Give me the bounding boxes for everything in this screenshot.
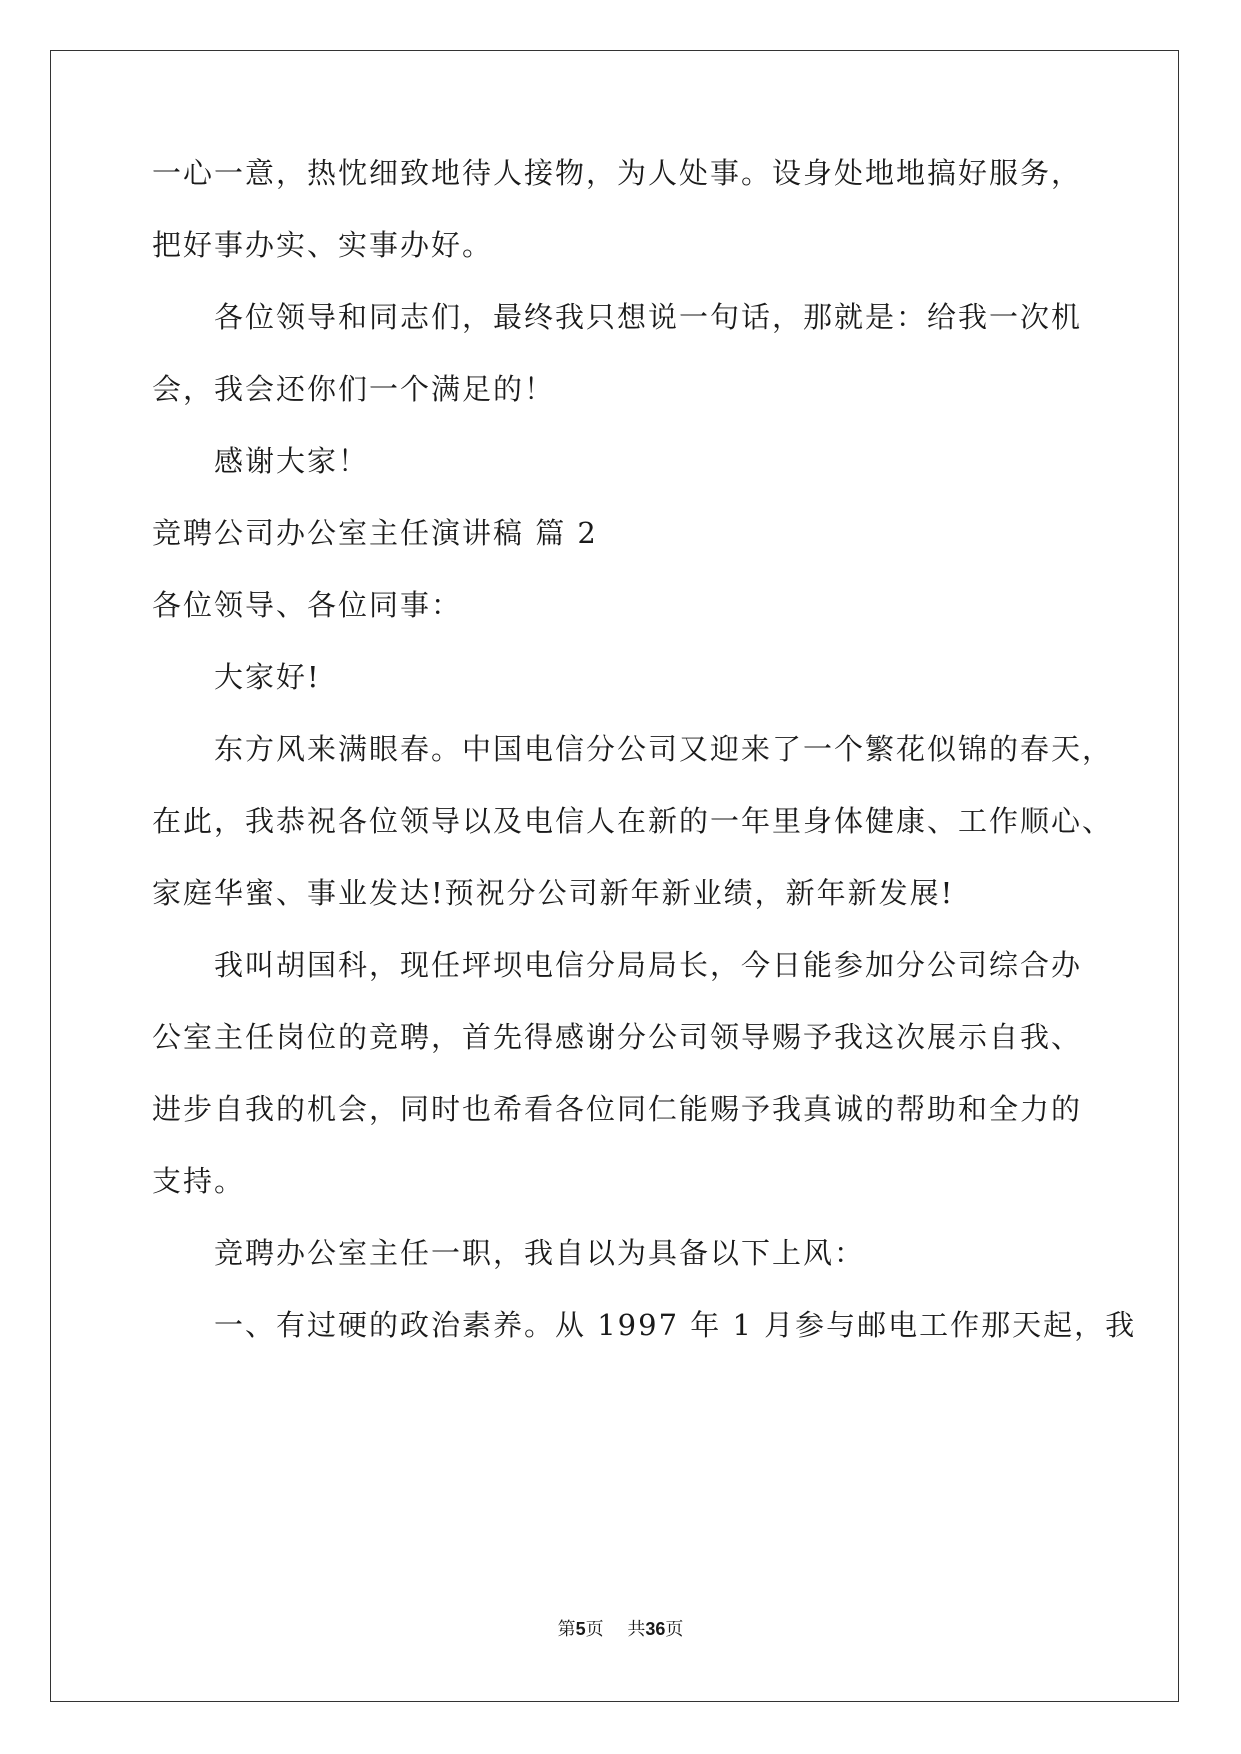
text-line: 感谢大家！ [214,444,370,478]
text-line: 会，我会还你们一个满足的！ [152,372,556,406]
page-footer [0,1617,1241,1642]
section-heading: 竞聘公司办公室主任演讲稿 篇 2 [152,516,598,550]
text-line: 公室主任岗位的竞聘，首先得感谢分公司领导赐予我这次展示自我、 [152,1020,1083,1054]
text-line: 把好事办实、实事办好。 [152,228,494,262]
text-line: 各位领导和同志们，最终我只想说一句话，那就是：给我一次机 [214,300,1083,334]
text-line: 家庭华蜜、事业发达!预祝分公司新年新业绩，新年新发展! [152,876,955,910]
salutation: 各位领导、各位同事： [152,588,463,622]
total-pages: 36 [645,1619,666,1639]
page-number: 5 [575,1619,586,1639]
footer-total-prefix: 共 [627,1619,646,1640]
footer-total-suffix: 页 [665,1619,684,1640]
footer-prefix: 第 [557,1619,576,1640]
text-line: 一心一意，热忱细致地待人接物，为人处事。设身处地地搞好服务， [152,156,1083,190]
text-line: 一、有过硬的政治素养。从 1997 年 1 月参与邮电工作那天起，我 [214,1308,1137,1342]
text-line: 在此，我恭祝各位领导以及电信人在新的一年里身体健康、工作顺心、 [152,804,1114,838]
text-line: 东方风来满眼春。中国电信分公司又迎来了一个繁花似锦的春天， [214,732,1114,766]
text-line: 支持。 [152,1164,246,1198]
text-line: 竞聘办公室主任一职，我自以为具备以下上风： [214,1236,866,1270]
greeting: 大家好! [214,660,321,694]
footer-page-suffix: 页 [585,1619,604,1640]
text-line: 我叫胡国科，现任坪坝电信分局局长，今日能参加分公司综合办 [214,948,1083,982]
text-line: 进步自我的机会，同时也希看各位同仁能赐予我真诚的帮助和全力的 [152,1092,1083,1126]
